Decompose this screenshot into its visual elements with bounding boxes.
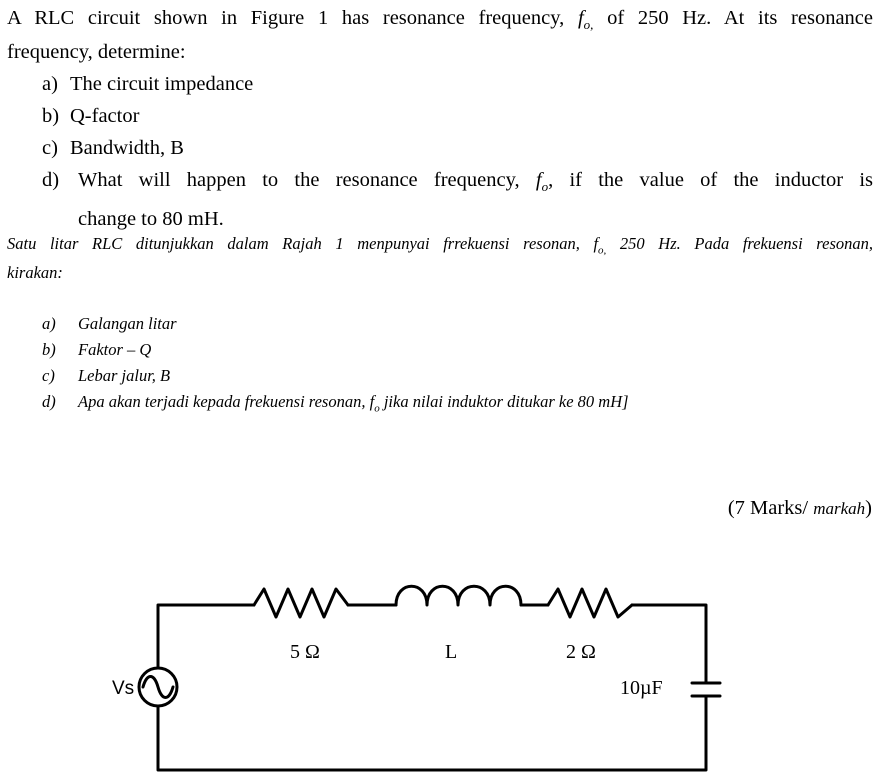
ms-item-c: c) Lebar jalur, B [42, 366, 171, 385]
r1-label: 5 Ω [290, 641, 320, 663]
f0-symbol: f [577, 7, 584, 29]
ms-intro-line1: Satu litar RLC ditunjukkan dalam Rajah 1 menpunyai frrekuensi resonan, $f_{o,}$ 250 Hz. Pada frekuensi resonan, [7, 234, 873, 257]
en-item-a [42, 72, 253, 96]
item-text: Q-factor [70, 105, 140, 127]
wire-top-left [158, 605, 254, 668]
item-marker: d) [42, 169, 60, 191]
en-item-b [42, 104, 139, 128]
inductor-coils [396, 586, 521, 605]
item-marker: b) [42, 105, 60, 127]
en-item-d-line1: What will happen to the resonance frequency, $f_o$, if the value of the inductor is [78, 169, 874, 195]
resistor-5-ohm [254, 589, 348, 617]
wire-right-lower [158, 696, 706, 770]
ms-item-b: b) Faktor – Q [42, 340, 152, 359]
en-item-c [42, 136, 184, 160]
resistor-2-ohm [548, 589, 632, 617]
en-item-d [42, 168, 873, 231]
en-intro-line2: frequency, determine: [7, 41, 186, 63]
source-label: Vs [112, 678, 135, 699]
item-marker: a) [42, 73, 58, 95]
f0-subscript: o, [583, 17, 594, 33]
item-text: Bandwidth, B [70, 137, 184, 159]
r2-label: 2 Ω [566, 641, 596, 663]
ac-source-sine [143, 677, 173, 698]
en-item-d-line2: change to 80 mH. [78, 208, 224, 231]
inductor-label: L [445, 641, 458, 663]
item-text: The circuit impedance [70, 73, 254, 95]
rlc-circuit-diagram [0, 560, 878, 775]
item-marker: c) [42, 137, 58, 159]
wire-top-right [632, 605, 706, 683]
ms-item-d: d) Apa akan terjadi kepada frekuensi resonan, $f_o$ jika nilai induktor ditukar ke 80 mH] [42, 392, 629, 415]
en-intro-line1: A RLC circuit shown in Figure 1 has resonance frequency, $f_{o,}$ of 250 Hz. At its resonance [7, 7, 873, 33]
ms-intro-line2: kirakan: [7, 263, 63, 282]
marks-label: (7 Marks/ markah) [727, 497, 872, 519]
capacitor-label: 10µF [620, 677, 663, 699]
ms-item-a: a) Galangan litar [42, 314, 177, 333]
